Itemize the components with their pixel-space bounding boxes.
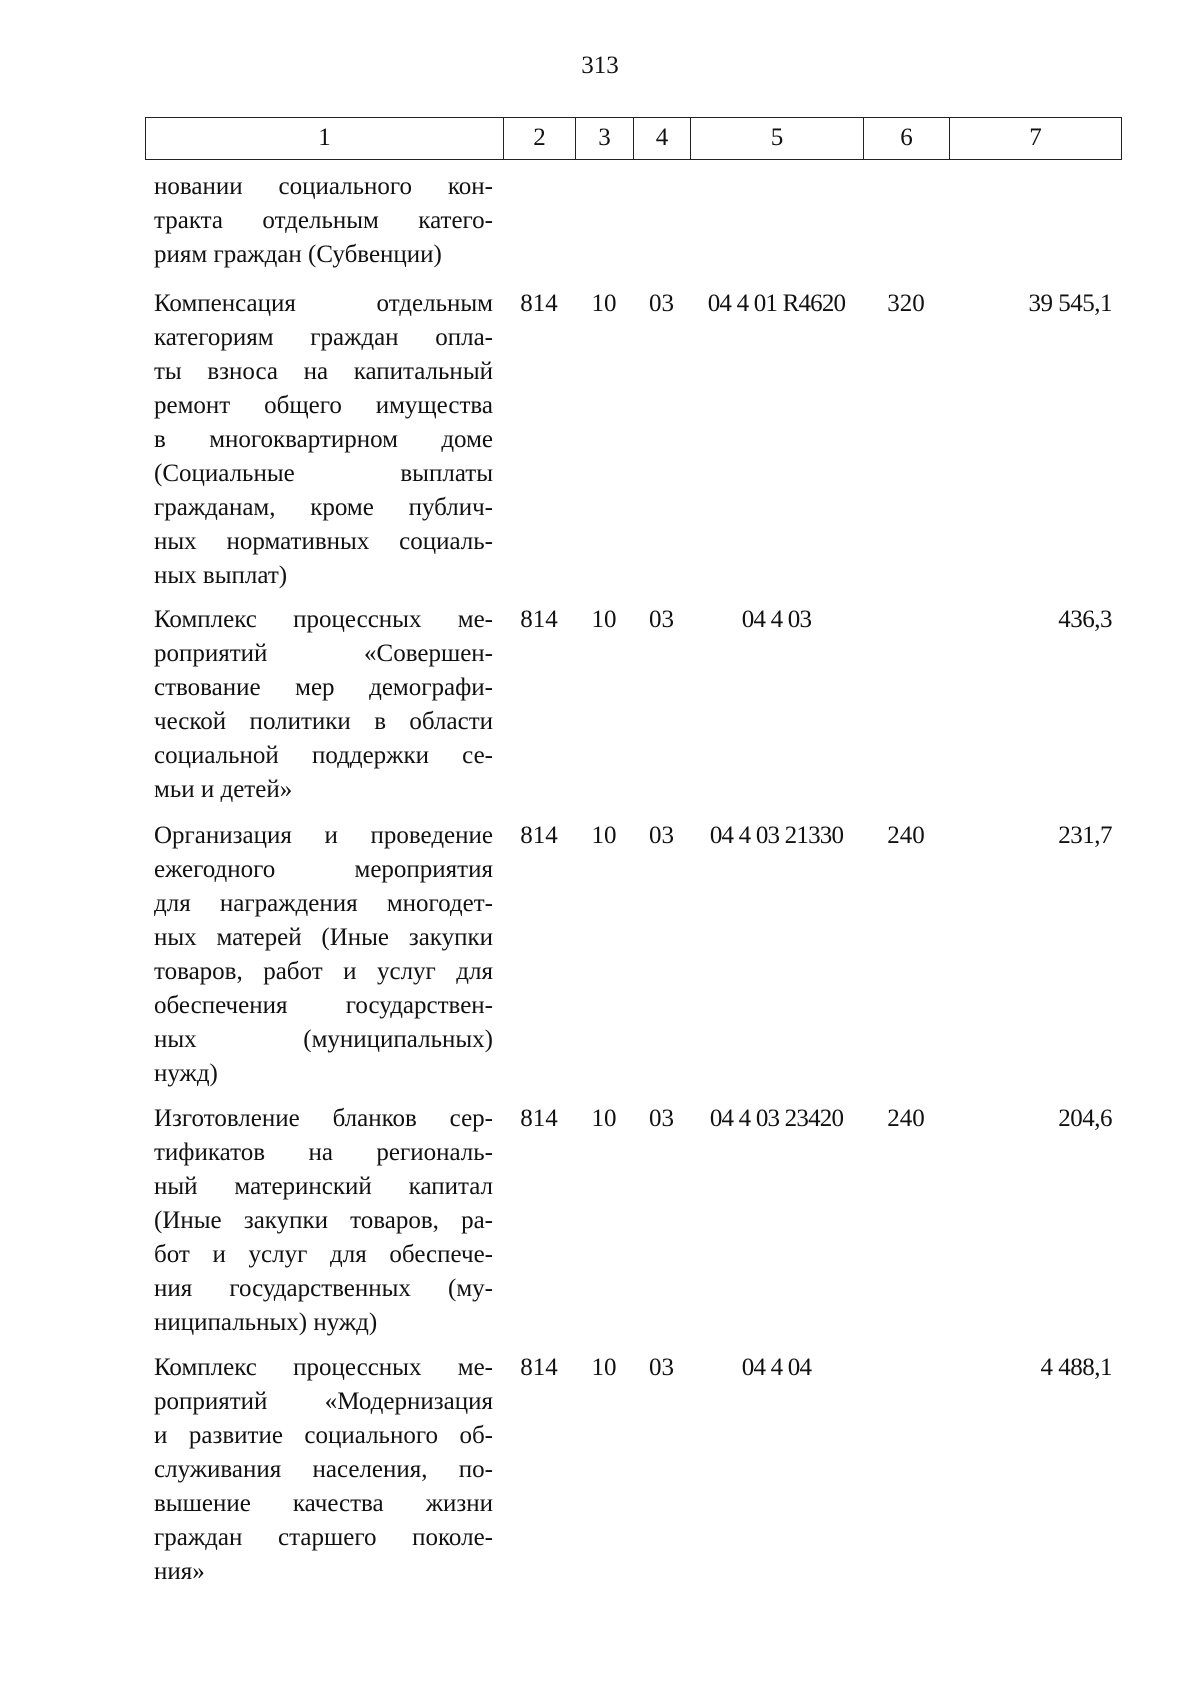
- description-line: ремонт общего имущества: [154, 392, 493, 419]
- description-line: категориям граждан опла-: [154, 324, 493, 351]
- header-col-3: 3: [576, 118, 634, 159]
- description-line: тракта отдельным катего-: [154, 207, 493, 234]
- description-line: гражданам, кроме публич-: [154, 494, 493, 521]
- cell-c4: 03: [649, 822, 674, 849]
- description-line: в многоквартирном доме: [154, 426, 493, 453]
- description-line: Изготовление бланков сер-: [154, 1105, 493, 1132]
- description-line: нужд): [154, 1060, 218, 1087]
- header-col-4: 4: [634, 118, 691, 159]
- row-description: [154, 1102, 493, 1340]
- description-line: риям граждан (Субвенции): [154, 241, 442, 268]
- description-line: ствование мер демографи-: [154, 674, 493, 701]
- header-col-2: 2: [504, 118, 576, 159]
- header-col-7: 7: [1029, 124, 1042, 151]
- row-description: [154, 819, 493, 1091]
- description-line: Организация и проведение: [154, 822, 493, 849]
- row-description: [154, 170, 493, 272]
- cell-c2: 814: [520, 1105, 558, 1132]
- description-line: Комплекс процессных ме-: [154, 1354, 493, 1381]
- description-line: ных (муниципальных): [154, 1026, 493, 1053]
- row-description: [154, 1351, 493, 1589]
- description-line: граждан старшего поколе-: [154, 1524, 493, 1551]
- page-number: 313: [581, 52, 619, 79]
- description-line: (Социальные выплаты: [154, 460, 493, 487]
- description-line: бот и услуг для обеспече-: [154, 1241, 493, 1268]
- cell-c7: 231,7: [1058, 822, 1112, 849]
- cell-c4: 03: [649, 606, 674, 633]
- header-col-6: 6: [864, 118, 950, 159]
- cell-c2: 814: [520, 290, 558, 317]
- description-line: для награждения многодет-: [154, 890, 493, 917]
- cell-c7: 436,3: [1058, 606, 1112, 633]
- cell-c5: 04 4 01 R4620: [707, 290, 846, 317]
- description-line: обеспечения государствен-: [154, 992, 493, 1019]
- row-description: [154, 603, 493, 807]
- description-line: ния»: [154, 1558, 205, 1585]
- cell-c5: 04 4 03: [741, 606, 812, 633]
- description-line: новании социального кон-: [154, 173, 493, 200]
- cell-c2: 814: [520, 606, 558, 633]
- description-line: и развитие социального об-: [154, 1422, 493, 1449]
- cell-c6: 240: [887, 1105, 925, 1132]
- description-line: вышение качества жизни: [154, 1490, 493, 1517]
- cell-c5: 04 4 04: [741, 1354, 812, 1381]
- description-line: ежегодного мероприятия: [154, 856, 493, 883]
- cell-c3: 10: [591, 1354, 617, 1381]
- cell-c4: 03: [649, 1354, 674, 1381]
- table-header: [145, 117, 1122, 160]
- cell-c3: 10: [591, 290, 617, 317]
- description-line: ный материнский капитал: [154, 1173, 493, 1200]
- cell-c6: 320: [887, 290, 925, 317]
- description-line: роприятий «Модернизация: [154, 1388, 493, 1415]
- description-line: Комплекс процессных ме-: [154, 606, 493, 633]
- cell-c3: 10: [591, 1105, 617, 1132]
- cell-c6: 240: [887, 822, 925, 849]
- description-line: ных матерей (Иные закупки: [154, 924, 493, 951]
- cell-c4: 03: [649, 290, 674, 317]
- description-line: тификатов на региональ-: [154, 1139, 493, 1166]
- description-line: ных выплат): [154, 562, 288, 589]
- description-line: социальной поддержки се-: [154, 742, 493, 769]
- description-line: роприятий «Совершен-: [154, 640, 493, 667]
- cell-c5: 04 4 03 21330: [709, 822, 844, 849]
- description-line: ных нормативных социаль-: [154, 528, 493, 555]
- description-line: ния государственных (му-: [154, 1275, 493, 1302]
- header-col-5: 5: [691, 118, 864, 159]
- description-line: служивания населения, по-: [154, 1456, 493, 1483]
- cell-c4: 03: [649, 1105, 674, 1132]
- cell-c5: 04 4 03 23420: [709, 1105, 844, 1132]
- cell-c7: 204,6: [1058, 1105, 1112, 1132]
- cell-c7: 39 545,1: [1028, 290, 1112, 317]
- cell-c3: 10: [591, 822, 617, 849]
- cell-c2: 814: [520, 1354, 558, 1381]
- cell-c7: 4 488,1: [1040, 1354, 1112, 1381]
- description-line: (Иные закупки товаров, ра-: [154, 1207, 493, 1234]
- header-col-1: 1: [146, 118, 504, 159]
- description-line: мьи и детей»: [154, 776, 293, 803]
- description-line: Компенсация отдельным: [154, 290, 493, 317]
- cell-c2: 814: [520, 822, 558, 849]
- description-line: товаров, работ и услуг для: [154, 958, 493, 985]
- cell-c3: 10: [591, 606, 617, 633]
- description-line: ческой политики в области: [154, 708, 493, 735]
- description-line: ниципальных) нужд): [154, 1309, 378, 1336]
- row-description: [154, 287, 493, 593]
- description-line: ты взноса на капитальный: [154, 358, 493, 385]
